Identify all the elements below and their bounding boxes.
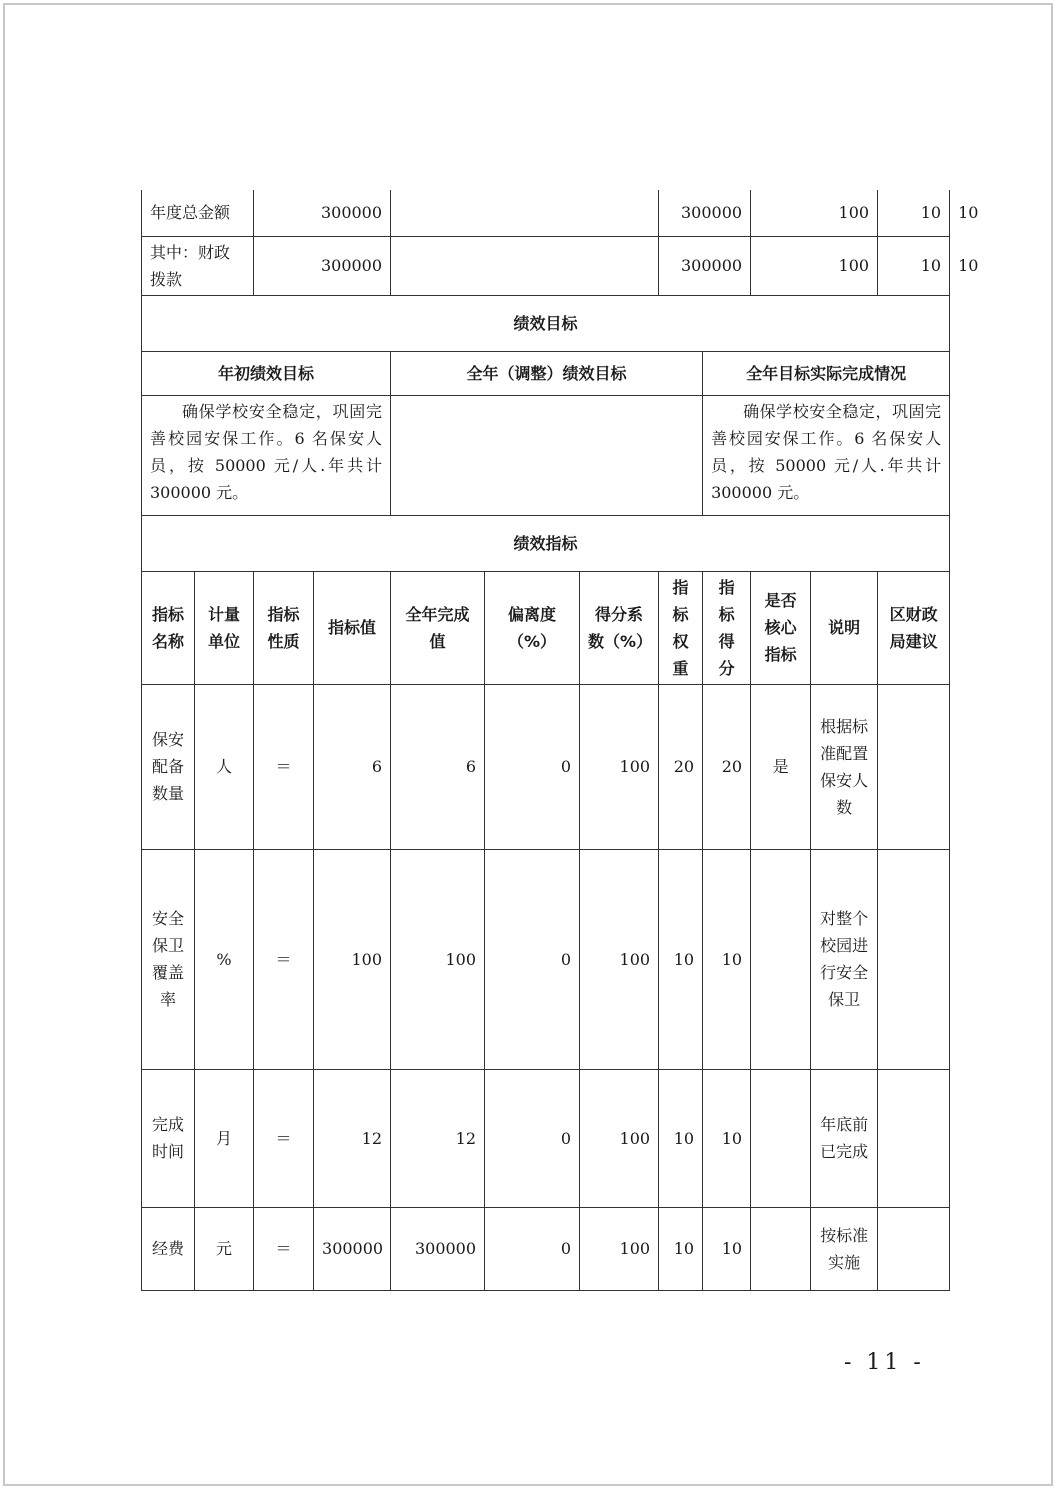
indicator-unit: 元 — [195, 1207, 254, 1290]
header-coef: 得分系数（%） — [580, 571, 659, 684]
indicator-row — [142, 849, 950, 1069]
header-weight: 指标权重 — [659, 571, 703, 684]
indicator-coef: 100 — [580, 849, 659, 1069]
indicator-nature: ＝ — [254, 1207, 314, 1290]
indicator-row — [142, 1207, 950, 1290]
indicator-deviation: 0 — [485, 849, 580, 1069]
funding-rate: 100 — [751, 236, 878, 295]
indicator-deviation: 0 — [485, 684, 580, 849]
header-unit: 计量单位 — [195, 571, 254, 684]
indicator-value: 6 — [314, 684, 391, 849]
indicator-advice — [878, 849, 950, 1069]
header-note: 说明 — [811, 571, 878, 684]
funding-actual: 300000 — [659, 190, 751, 236]
indicator-weight: 20 — [659, 684, 703, 849]
indicator-advice — [878, 1207, 950, 1290]
indicator-note: 根据标准配置保安人数 — [811, 684, 878, 849]
funding-row-total: 年度总金额 300000 300000 100 10 10 — [142, 190, 950, 236]
funding-row-fiscal: 其中：财政拨款 300000 300000 100 10 10 — [142, 236, 950, 295]
indicator-advice — [878, 1069, 950, 1207]
goals-col-actual: 全年目标实际完成情况 — [703, 351, 950, 395]
indicator-name: 经费 — [142, 1207, 195, 1290]
funding-initial: 300000 — [254, 190, 391, 236]
indicator-score: 10 — [703, 1207, 751, 1290]
indicator-completed: 100 — [391, 849, 485, 1069]
indicator-nature: ＝ — [254, 684, 314, 849]
indicator-value: 12 — [314, 1069, 391, 1207]
indicator-nature: ＝ — [254, 849, 314, 1069]
indicator-name: 保安配备数量 — [142, 684, 195, 849]
funding-rate: 100 — [751, 190, 878, 236]
header-deviation: 偏离度（%） — [485, 571, 580, 684]
header-value: 指标值 — [314, 571, 391, 684]
header-advice: 区财政局建议 — [878, 571, 950, 684]
indicator-name: 安全保卫覆盖率 — [142, 849, 195, 1069]
indicator-score: 10 — [703, 849, 751, 1069]
header-completed: 全年完成值 — [391, 571, 485, 684]
performance-table — [141, 190, 979, 1291]
indicator-unit: % — [195, 849, 254, 1069]
funding-adjusted — [391, 236, 659, 295]
indicator-deviation: 0 — [485, 1207, 580, 1290]
indicator-row — [142, 1069, 950, 1207]
indicator-completed: 6 — [391, 684, 485, 849]
indicator-weight: 10 — [659, 1207, 703, 1290]
indicator-note: 年底前已完成 — [811, 1069, 878, 1207]
goals-adjusted-text — [391, 395, 703, 515]
funding-adjusted — [391, 190, 659, 236]
indicator-value: 100 — [314, 849, 391, 1069]
indicator-core — [751, 1207, 811, 1290]
indicator-core: 是 — [751, 684, 811, 849]
goals-col-adjusted: 全年（调整）绩效目标 — [391, 351, 703, 395]
goals-col-initial: 年初绩效目标 — [142, 351, 391, 395]
header-name: 指标名称 — [142, 571, 195, 684]
indicator-completed: 300000 — [391, 1207, 485, 1290]
funding-weight: 10 — [878, 236, 950, 295]
indicator-score: 20 — [703, 684, 751, 849]
page-number: - 11 - — [844, 1350, 925, 1375]
indicators-title-row — [142, 515, 950, 571]
funding-weight: 10 — [878, 190, 950, 236]
indicator-nature: ＝ — [254, 1069, 314, 1207]
goals-actual-text: 确保学校安全稳定，巩固完善校园安保工作。6 名保安人员，按 50000 元/人.年共计 300000 元。 — [703, 395, 950, 515]
goals-initial-text: 确保学校安全稳定，巩固完善校园安保工作。6 名保安人员，按 50000 元/人.年共计 300000 元。 — [142, 395, 391, 515]
goals-content-row — [142, 395, 950, 515]
indicator-note: 按标准实施 — [811, 1207, 878, 1290]
goals-title-row — [142, 295, 950, 351]
indicators-section-title: 绩效指标 — [142, 515, 950, 571]
indicator-deviation: 0 — [485, 1069, 580, 1207]
indicator-name: 完成时间 — [142, 1069, 195, 1207]
indicator-unit: 人 — [195, 684, 254, 849]
funding-label: 年度总金额 — [142, 190, 254, 236]
header-score: 指标得分 — [703, 571, 751, 684]
indicator-core — [751, 849, 811, 1069]
indicator-note: 对整个校园进行安全保卫 — [811, 849, 878, 1069]
goals-header-row — [142, 351, 950, 395]
funding-initial: 300000 — [254, 236, 391, 295]
indicator-value: 300000 — [314, 1207, 391, 1290]
header-nature: 指标性质 — [254, 571, 314, 684]
indicator-row — [142, 684, 950, 849]
funding-actual: 300000 — [659, 236, 751, 295]
header-core: 是否核心指标 — [751, 571, 811, 684]
indicator-coef: 100 — [580, 684, 659, 849]
indicator-unit: 月 — [195, 1069, 254, 1207]
indicator-score: 10 — [703, 1069, 751, 1207]
goals-section-title: 绩效目标 — [142, 295, 950, 351]
indicator-weight: 10 — [659, 1069, 703, 1207]
indicator-weight: 10 — [659, 849, 703, 1069]
indicator-advice — [878, 684, 950, 849]
indicator-core — [751, 1069, 811, 1207]
funding-label: 其中：财政拨款 — [142, 236, 254, 295]
indicator-coef: 100 — [580, 1207, 659, 1290]
indicator-completed: 12 — [391, 1069, 485, 1207]
indicators-header-row — [142, 571, 950, 684]
indicator-coef: 100 — [580, 1069, 659, 1207]
